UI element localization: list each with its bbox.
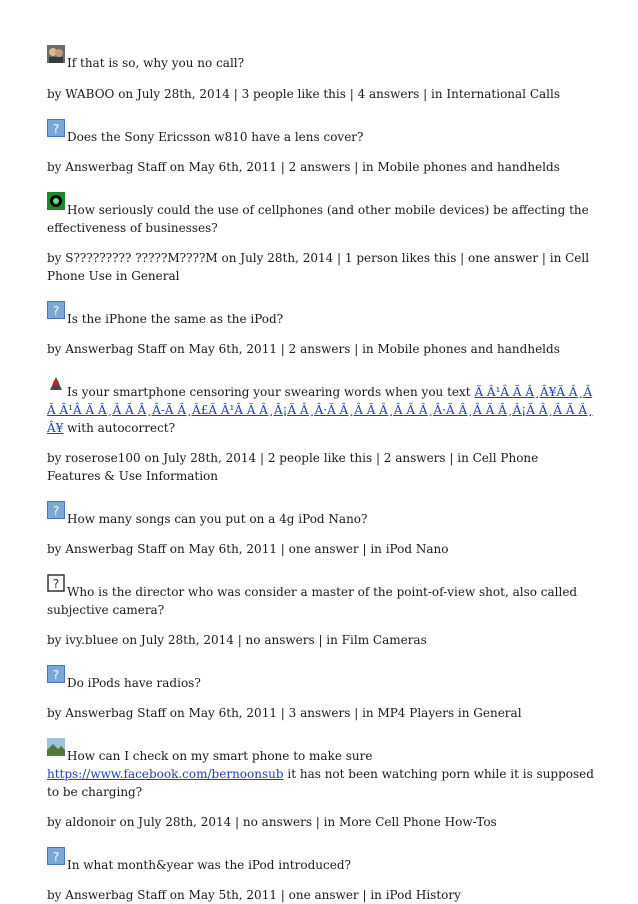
question-title[interactable]: ? In what month&year was the iPod introduced? xyxy=(47,853,595,874)
question-avatar-icon[interactable] xyxy=(47,847,65,865)
question-meta: by Answerbag Staff on May 6th, 2011 | one answer | in iPod Nano xyxy=(47,542,449,556)
question-title[interactable]: ? How many songs can you put on a 4g iPod Nano? xyxy=(47,507,595,528)
avatar-photo-icon[interactable] xyxy=(47,45,65,63)
question-title[interactable]: If that is so, why you no call? xyxy=(47,45,595,72)
question-avatar-icon[interactable] xyxy=(47,665,65,683)
question-title[interactable]: How seriously could the use of cellphones (and other mobile devices) be affecting the effectiveness of businesses? xyxy=(47,198,595,237)
question-title[interactable]: ? Who is the director who was consider a master of the point-of-view shot, also called subjective camera? xyxy=(47,580,595,619)
list-item xyxy=(47,45,595,103)
question-meta: by aldonoir on July 28th, 2014 | no answers | in More Cell Phone How-Tos xyxy=(47,815,497,829)
question-meta: by Answerbag Staff on May 6th, 2011 | 2 answers | in Mobile phones and handhelds xyxy=(47,160,560,174)
question-avatar-icon[interactable] xyxy=(47,301,65,319)
list-item xyxy=(47,577,595,649)
svg-text:?: ? xyxy=(52,504,60,518)
facebook-link[interactable]: https://www.facebook.com/bernoonsub xyxy=(47,767,284,781)
question-title[interactable]: ? Do iPods have radios? xyxy=(47,671,595,692)
red-figure-avatar-icon[interactable] xyxy=(47,374,65,392)
list-item xyxy=(47,504,595,558)
green-eye-avatar-icon[interactable] xyxy=(47,192,65,210)
list-item xyxy=(47,850,595,904)
list-item xyxy=(47,668,595,722)
question-title[interactable]: ? Does the Sony Ericsson w810 have a lens cover? xyxy=(47,125,595,146)
svg-text:?: ? xyxy=(52,122,60,136)
question-meta: by Answerbag Staff on May 5th, 2011 | one answer | in iPod History xyxy=(47,888,461,902)
svg-text:?: ? xyxy=(52,850,60,864)
svg-text:?: ? xyxy=(52,668,60,682)
question-meta: by Answerbag Staff on May 6th, 2011 | 3 answers | in MP4 Players in General xyxy=(47,706,522,720)
question-meta: by Answerbag Staff on May 6th, 2011 | 2 answers | in Mobile phones and handhelds xyxy=(47,342,560,356)
list-item xyxy=(47,122,595,176)
question-title[interactable]: How can I check on my smart phone to make sure https://www.facebook.com/bernoonsub it has not been watching porn while it is supposed to be charging? xyxy=(47,744,595,801)
question-link[interactable]: Ã Â¹Â Ã Â¸Â¥Ã Â¸Â Ã Â¹Â Ã Â¸Â Ã Â¸Â-Ã Â¸Â£Ã Â¹Â Ã Â¸Â¡Ã Â¸Â·Ã Â¸Â Ã Â¸Â Ã Â¸Â·Ã Â¸Â Ã Â¸Â¡Ã Â¸Â Ã Â¸Â¥ xyxy=(47,385,593,435)
question-avatar-icon[interactable] xyxy=(47,501,65,519)
landscape-avatar-icon[interactable] xyxy=(47,738,65,756)
list-item xyxy=(47,198,595,285)
outline-question-avatar-icon[interactable] xyxy=(47,574,65,592)
list-item xyxy=(47,304,595,358)
question-meta: by WABOO on July 28th, 2014 | 3 people like this | 4 answers | in International Calls xyxy=(47,87,560,101)
question-meta: by roserose100 on July 28th, 2014 | 2 people like this | 2 answers | in Cell Phone Features & Use Information xyxy=(47,451,539,483)
question-title[interactable]: Is your smartphone censoring your swearing words when you text Ã Â¹Â Ã Â¸Â¥Ã Â¸Â Ã Â¹Â Ã Â¸Â Ã Â¸Â-Ã Â¸Â£Ã Â¹Â Ã Â¸Â¡Ã Â¸Â·Ã Â¸Â Ã Â¸Â Ã Â¸Â·Ã Â¸Â Ã Â¸Â¡Ã Â¸Â Ã Â¸Â¥ with autocorrect? xyxy=(47,380,595,437)
question-meta: by S????????? ?????M????M on July 28th, 2014 | 1 person likes this | one answer | in Cell Phone Use in General xyxy=(47,251,590,283)
question-title[interactable]: ? Is the iPhone the same as the iPod? xyxy=(47,307,595,328)
svg-text:?: ? xyxy=(52,577,60,591)
list-item xyxy=(47,744,595,831)
svg-text:?: ? xyxy=(52,304,60,318)
list-item xyxy=(47,380,595,485)
question-avatar-icon[interactable] xyxy=(47,119,65,137)
question-meta: by ivy.bluee on July 28th, 2014 | no answers | in Film Cameras xyxy=(47,633,427,647)
question-list xyxy=(47,45,595,904)
